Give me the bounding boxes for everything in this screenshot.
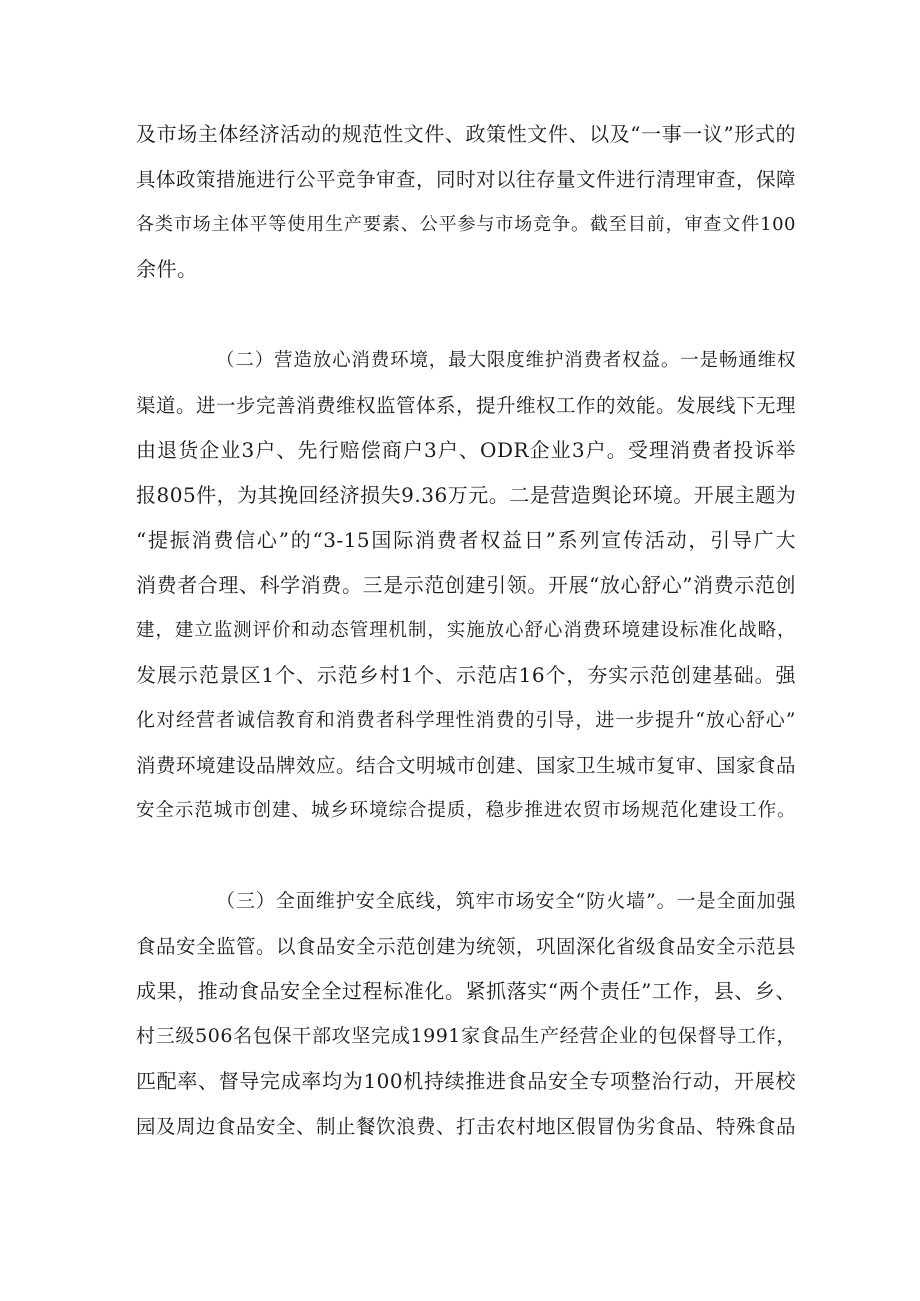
text-line: 及市场主体经济活动的规范性文件、政策性文件、以及“一事一议”形式的 <box>136 122 796 146</box>
text-line: 由退货企业3户、先行赔偿商户3户、ODR企业3户。受理消费者投诉举 <box>136 438 796 462</box>
paragraph-safety-baseline <box>136 879 796 1149</box>
text-line: 化对经营者诚信教育和消费者科学理性消费的引导，进一步提升“放心舒心” <box>136 709 796 731</box>
text-line: 建，建立监测评价和动态管理机制，实施放心舒心消费环境建设标准化战略， <box>136 620 796 641</box>
text-line: 匹配率、督导完成率均为100机持续推进食品安全专项整治行动，开展校 <box>136 1069 796 1093</box>
text-line: 成果，推动食品安全全过程标准化。紧抓落实“两个责任”工作，县、乡、 <box>136 979 796 1003</box>
text-line: 各类市场主体平等使用生产要素、公平参与市场竞争。截至目前，审查文件100 <box>136 214 796 235</box>
text-line: “提振消费信心”的“3-15国际消费者权益日”系列宣传活动，引导广大 <box>136 528 796 552</box>
text-line: 消费环境建设品牌效应。结合文明城市创建、国家卫生城市复审、国家食品 <box>136 754 797 777</box>
paragraph-spacer <box>136 292 796 338</box>
text-line: 渠道。进一步完善消费维权监管体系，提升维权工作的效能。发展线下无理 <box>136 394 797 417</box>
text-line: 消费者合理、科学消费。三是示范创建引领。开展“放心舒心”消费示范创 <box>136 573 796 597</box>
text-line: （三）全面维护安全底线，筑牢市场安全“防火墙”。一是全面加强 <box>216 890 796 912</box>
text-line: 园及周边食品安全、制止餐饮浪费、打击农村地区假冒伪劣食品、特殊食品 <box>136 1115 797 1138</box>
text-line: 报805件，为其挽回经济损失9.36万元。二是营造舆论环境。开展主题为 <box>136 483 797 507</box>
text-line: 食品安全监管。以食品安全示范创建为统领，巩固深化省级食品安全示范县 <box>136 935 797 958</box>
text-line: 具体政策措施进行公平竞争审查，同时对以往存量文件进行清理审查，保障 <box>136 168 797 191</box>
text-line: 余件。 <box>136 257 198 281</box>
text-line: 村三级506名包保干部攻坚完成1991家食品生产经营企业的包保督导工作， <box>136 1025 796 1047</box>
text-line: 发展示范景区1个、示范乡村1个、示范店16个，夯实示范创建基础。强 <box>136 663 796 687</box>
text-line: 安全示范城市创建、城乡环境综合提质，稳步推进农贸市场规范化建设工作。 <box>136 800 796 821</box>
paragraph-consumer-environment <box>136 338 796 833</box>
document-page <box>136 112 796 1149</box>
paragraph-spacer <box>136 833 796 879</box>
paragraph-fair-competition <box>136 112 796 292</box>
text-line: （二）营造放心消费环境，最大限度维护消费者权益。一是畅通维权 <box>216 350 796 371</box>
